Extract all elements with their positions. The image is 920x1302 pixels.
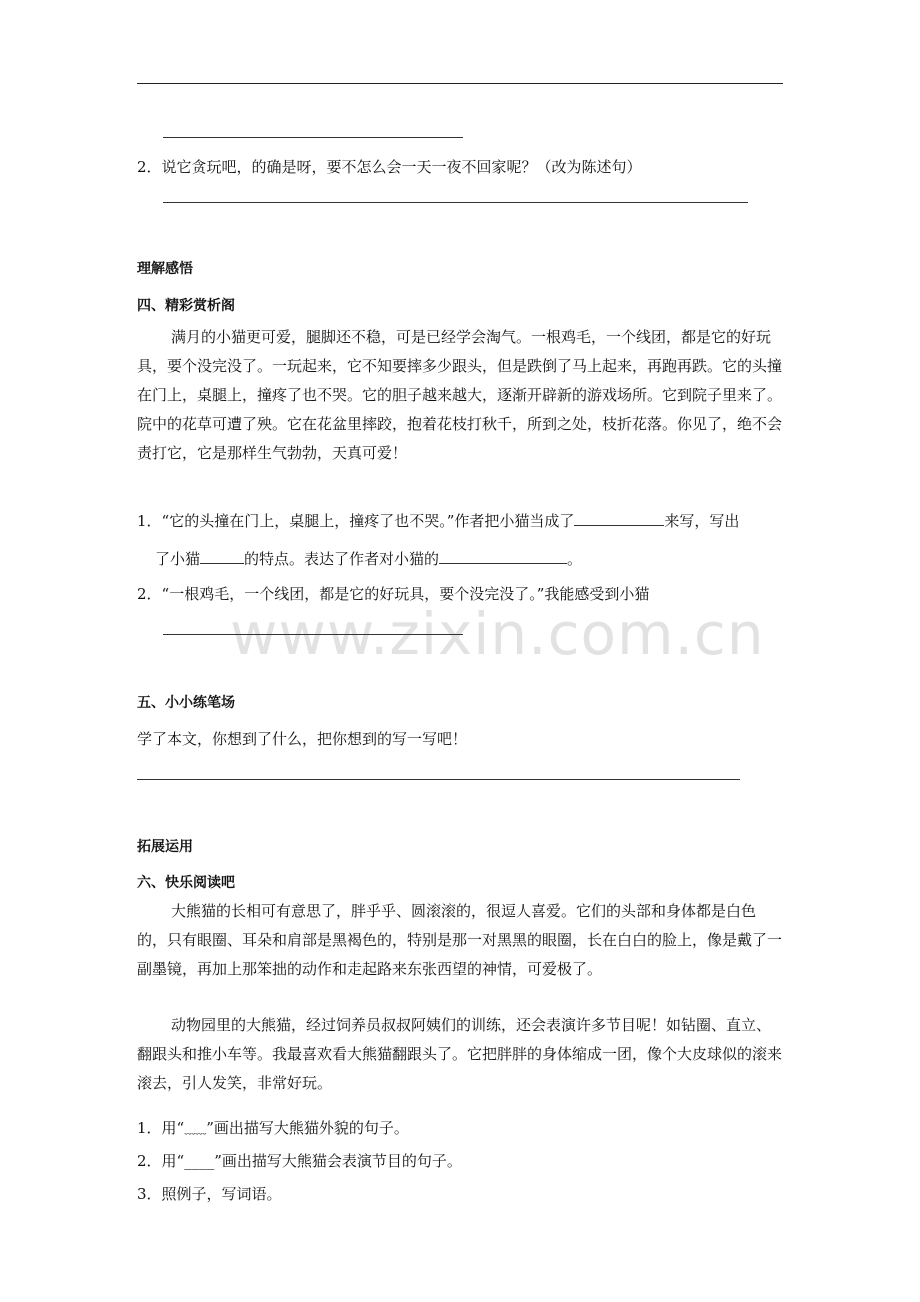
- question-text: 的特点。表达了作者对小猫的: [244, 550, 440, 568]
- answer-line: [163, 202, 748, 203]
- answer-blank[interactable]: [200, 549, 244, 564]
- reading-paragraph: 大熊猫的长相可有意思了，胖乎乎、圆滚滚的，很逗人喜爱。它们的头部和身体都是白色的，只有眼圈、耳朵和肩部是黑褐色的，特别是那一对黑黑的眼圈，长在白白的脸上，像是戴了一副墨镜，再加上那笨拙的动作和走起路来东张西望的神情，可爱极了。: [137, 902, 783, 978]
- section-heading: 拓展运用: [137, 839, 193, 855]
- question-1: [137, 1117, 409, 1138]
- question-text: 2．说它贪玩吧，的确是呀，要不怎么会一天一夜不回家呢？（改为陈述句）: [137, 158, 642, 176]
- watermark: www.zixin.com.cn: [230, 600, 765, 668]
- question-text: 1．用“: [137, 1119, 185, 1137]
- answer-line: [163, 634, 463, 635]
- answer-blank[interactable]: [574, 511, 664, 526]
- question-text: 。: [567, 550, 583, 568]
- section-heading: 理解感悟: [137, 261, 193, 277]
- question-text: ”画出描写大熊猫外貌的句子。: [206, 1119, 409, 1137]
- answer-blank[interactable]: [439, 549, 567, 564]
- question-2: [137, 1150, 462, 1171]
- question-text: 1．“它的头撞在门上，桌腿上，撞疼了也不哭。”作者把小猫当成了: [137, 512, 575, 530]
- straight-underline-mark: ____: [184, 1152, 215, 1170]
- writing-prompt: 学了本文，你想到了什么，把你想到的写一写吧！: [137, 730, 468, 748]
- part-title: 六、快乐阅读吧: [137, 875, 235, 891]
- question-1: [137, 510, 739, 531]
- question-1-cont: [155, 548, 582, 569]
- question-2: 2．“一根鸡毛，一个线团，都是它的好玩具，要个没完没了。”我能感受到小猫: [137, 585, 650, 603]
- part-title: 五、小小练笔场: [137, 695, 235, 711]
- question-text: ”画出描写大熊猫会表演节目的句子。: [214, 1152, 462, 1170]
- answer-line: [163, 137, 463, 138]
- header-rule: [137, 83, 783, 84]
- wavy-underline-mark: ﹏﹏: [184, 1123, 207, 1136]
- question-text: 来写，写出: [664, 512, 740, 530]
- answer-line: [137, 779, 740, 780]
- question-3: 3．照例子，写词语。: [137, 1185, 282, 1203]
- part-title: 四、精彩赏析阁: [137, 298, 235, 314]
- reading-paragraph: 动物园里的大熊猫，经过饲养员叔叔阿姨们的训练，还会表演许多节目呢！如钻圈、直立、翻跟头和推小车等。我最喜欢看大熊猫翻跟头了。它把胖胖的身体缩成一团，像个大皮球似的滚来滚去，引人发笑，非常好玩。: [137, 1016, 783, 1092]
- reading-passage: 满月的小猫更可爱，腿脚还不稳，可是已经学会淘气。一根鸡毛，一个线团，都是它的好玩具，要个没完没了。一玩起来，它不知要摔多少跟头，但是跌倒了马上起来，再跑再跌。它的头撞在门上，桌腿上，撞疼了也不哭。它的胆子越来越大，逐渐开辟新的游戏场所。它到院子里来了。院中的花草可遭了殃。它在花盆里摔跤，抱着花枝打秋千，所到之处，枝折花落。你见了，绝不会责打它，它是那样生气勃勃，天真可爱！: [137, 328, 783, 462]
- question-text: 2．用“: [137, 1152, 185, 1170]
- question-text: 了小猫: [155, 550, 201, 568]
